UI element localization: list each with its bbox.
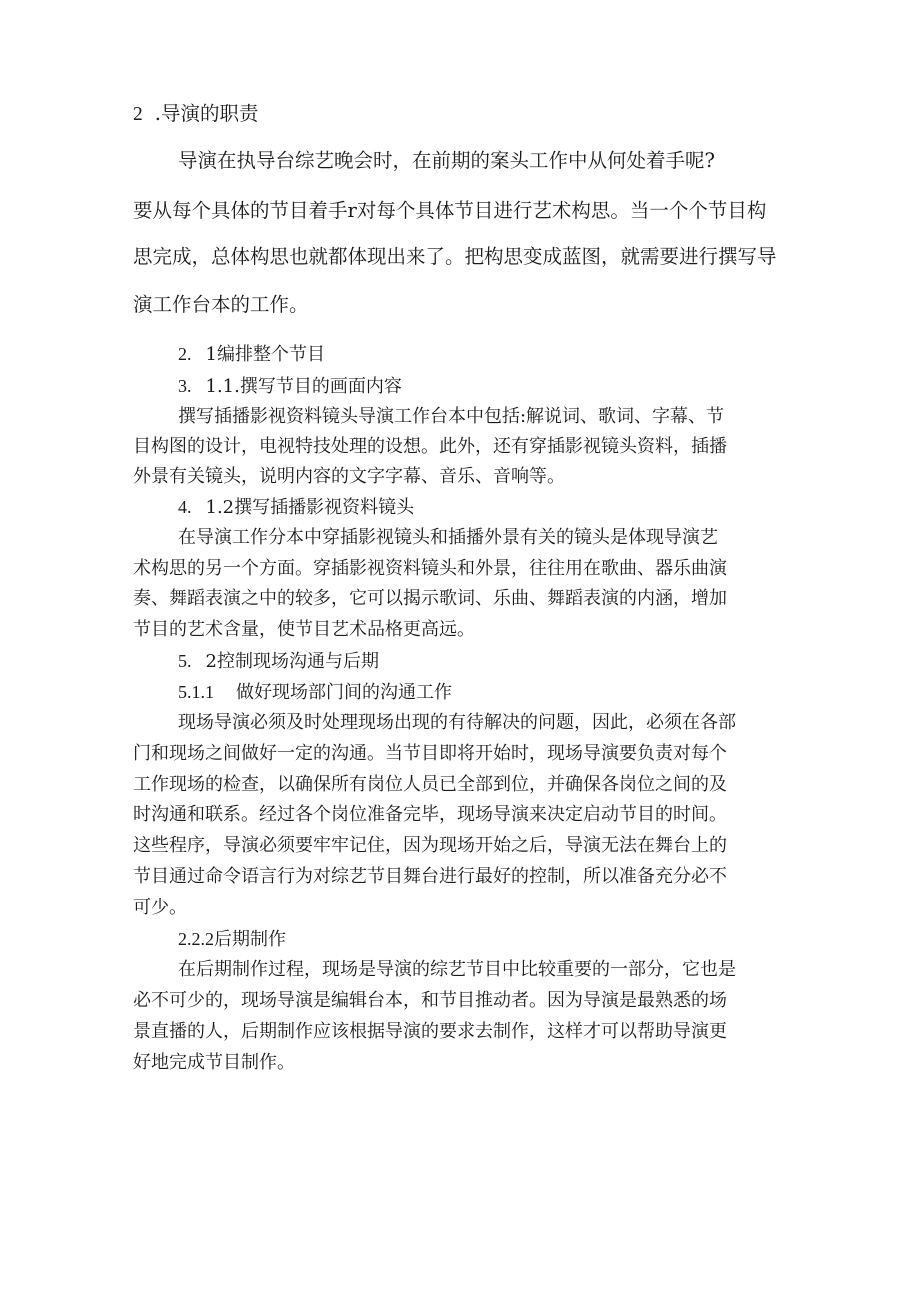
heading-text: 1.2撰写插播影视资料镜头: [205, 497, 415, 518]
intro-paragraph-line: 导演在执导台综艺晚会时，在前期的案头工作中从何处着手呢?: [178, 149, 715, 172]
heading-text: 1.1.撰写节目的画面内容: [205, 376, 402, 397]
heading-number: 4.: [178, 497, 192, 517]
paragraph-line: 工作现场的检查，以确保所有岗位人员已全部到位，并确保各岗位之间的及: [133, 774, 727, 795]
paragraph-line: 在导演工作分本中穿插影视镜头和插播外景有关的镜头是体现导演艺: [178, 527, 718, 548]
heading-number: 3.: [178, 376, 192, 396]
paragraph-line: 现场导演必须及时处理现场出现的有待解决的问题，因此，必须在各部: [178, 712, 736, 733]
paragraph-line: 在后期制作过程，现场是导演的综艺节目中比较重要的一部分，它也是: [178, 959, 736, 980]
paragraph-line: 奏、舞蹈表演之中的较多，它可以揭示歌词、乐曲、舞蹈表演的内涵，增加: [133, 588, 727, 609]
intro-paragraph-line: 要从每个具体的节目着手r对每个具体节目进行艺术构思。当一个个节目构: [133, 199, 767, 222]
heading-control-site: [178, 652, 379, 671]
section-title-number: 2: [133, 104, 143, 125]
heading-text: 做好现场部门间的沟通工作: [236, 682, 452, 703]
heading-write-screen-content: [178, 377, 402, 396]
paragraph-line: 时沟通和联系。经过各个岗位准备完毕，现场导演来决定启动节目的时间。: [133, 804, 727, 825]
paragraph-line: 门和现场之间做好一定的沟通。当节目即将开始时，现场导演要负责对每个: [133, 743, 727, 764]
paragraph-line: 节目的艺术含量，使节目艺术品格更高远。: [133, 619, 475, 640]
heading-site-communication: [178, 683, 452, 702]
heading-arrange-program: [178, 345, 325, 364]
paragraph-line: 好地完成节目制作。: [133, 1052, 295, 1073]
heading-text: 2控制现场沟通与后期: [205, 651, 379, 672]
paragraph-line: 撰写插播影视资料镜头导演工作台本中包括:解说词、歌词、字幕、节: [178, 406, 725, 427]
paragraph-line: 外景有关镜头，说明内容的文字字幕、音乐、音响等。: [133, 466, 565, 487]
section-title: [133, 104, 258, 125]
paragraph-line: 可少。: [133, 897, 187, 918]
heading-text: 1编排整个节目: [205, 344, 325, 365]
paragraph-line: 必不可少的，现场导演是编辑台本，和节目推动者。因为导演是最熟悉的场: [133, 990, 727, 1011]
paragraph-line: 这些程序，导演必须要牢牢记住，因为现场开始之后，导演无法在舞台上的: [133, 835, 727, 856]
intro-paragraph-line: 思完成，总体构思也就都体现出来了。把构思变成蓝图，就需要进行撰写导: [133, 245, 777, 268]
heading-number: 5.1.1: [178, 682, 214, 702]
paragraph-line: 景直播的人，后期制作应该根据导演的要求去制作，这样才可以帮助导演更: [133, 1021, 727, 1042]
paragraph-line: 术构思的另一个方面。穿插影视资料镜头和外景，往往用在歌曲、器乐曲演: [133, 558, 727, 579]
paragraph-line: 目构图的设计，电视特技处理的设想。此外，还有穿插影视镜头资料，插播: [133, 436, 727, 457]
heading-number: 2.: [178, 344, 192, 364]
heading-insert-footage: [178, 498, 414, 517]
intro-paragraph-line: 演工作台本的工作。: [133, 293, 309, 316]
section-title-text: .导演的职责: [154, 102, 259, 125]
paragraph-line: 节目通过命令语言行为对综艺节目舞台进行最好的控制，所以准备充分必不: [133, 866, 727, 887]
heading-number: 5.: [178, 651, 192, 671]
heading-post-production: 2.2.2后期制作: [178, 929, 286, 949]
